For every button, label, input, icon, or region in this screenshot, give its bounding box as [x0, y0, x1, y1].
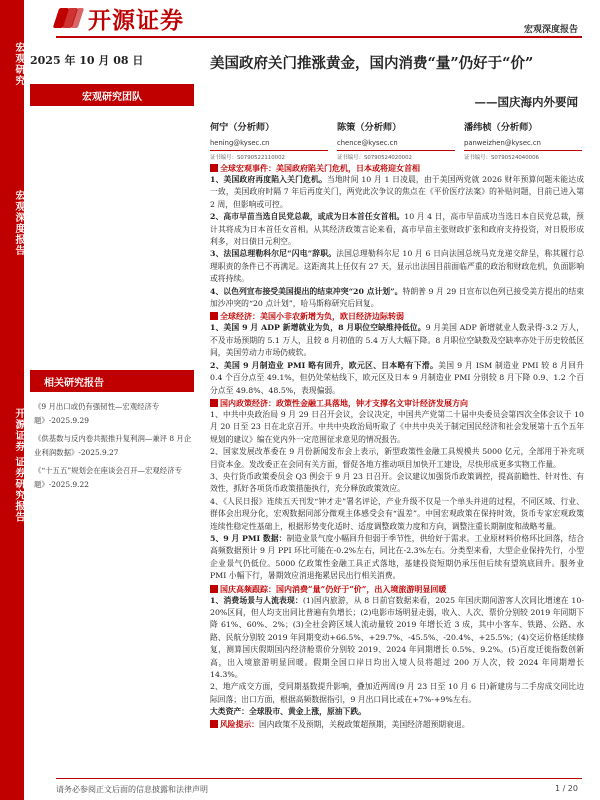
- strip-label-brand: 开源证券 证券研究报告: [13, 408, 24, 523]
- page-number: 1 / 20: [554, 784, 578, 793]
- related-reports-list: [34, 400, 194, 496]
- paragraph: 1、美国 9 月 ADP 新增就业为负，8 月职位空缺维持低位。9 月美国 ADP 新增就业人数录得-3.2 万人，不及市场预期的 5.1 万人，且较 8 月初值的 5.4 万人大幅下降。8 月职位空缺数及空缺率亦处于历史较低区间，美国劳动力市场仍疲软。: [210, 323, 584, 358]
- paragraph: 5、9 月 PMI 数据：制造业景气度小幅回升但弱于季节性，供给好于需求。工业原材料价格环比回落，结合高频数据预计 9 月 PPI 环比可能在-0.2%左右，同比在-2.3%左右。分类型来看，大型企业保持先行，小型企业景气仍低位。5000 亿政策性金融工具正式落地，基建投资短期仍承压但后续有望筑底回升。服务业 PMI 小幅下行，暑期效应消退拖累居民出行相关消费。: [210, 533, 584, 581]
- footer-disclaimer: 请务必参阅正文后面的信息披露和法律声明: [56, 785, 208, 794]
- author-email[interactable]: panweizhen@kysec.cn: [464, 139, 541, 147]
- paragraph: 2、国家发展改革委在 9 月份新闻发布会上表示，新型政策性金融工具规模共 5000 亿元，全部用于补充项目资本金。发改委正在会同有关方面，督促各地方推动项目加快开工建设，尽快形成更多实物工作量。: [210, 447, 584, 469]
- report-subtitle: ——国庆海内外要闻: [474, 95, 578, 109]
- author-list: [210, 120, 582, 164]
- brand-mark-icon: [56, 6, 82, 30]
- header-divider: [56, 36, 582, 38]
- square-bullet-icon: [210, 164, 218, 172]
- paragraph: 2、高市早苗当选自民党总裁，或成为日本首任女首相。10 月 4 日，高市早苗成功当选日本自民党总裁，预计其将成为日本首任女首相。从其经济政策言论来看，高市早苗主张财政扩张和政府支持投资，对日股形成利多，对日债日元利空。: [210, 212, 584, 247]
- author-card: [210, 120, 328, 164]
- author-card: [464, 120, 582, 164]
- paragraph: 1、中共中央政治局 9 月 29 日召开会议，会议决定，中国共产党第二十届中央委员会第四次全体会议于 10 月 20 日至 23 日在北京召开。中共中央政治局听取了《中共中央关于制定国民经济和社会发展第十五个五年规划的建议》编在党内外一定范围征求意见的情况报告。: [210, 409, 584, 444]
- author-email[interactable]: chence@kysec.cn: [337, 139, 398, 147]
- related-report-link[interactable]: 《9 月出口或仍有强韧性—宏观经济专题》-2025.9.29: [34, 402, 160, 425]
- author-name: 何宁（分析师）: [210, 122, 275, 133]
- author-cert: 证书编号：S0790524040006: [464, 150, 582, 164]
- paragraph: 1、消费场景与人流表现：(1)国内旅游，从 8 日前官数据来看，2025 年国庆期间游客人次同比增速在 10-20%区间，但人均支出同比普遍有负增长；(2)电影市场明显走弱，收入、人次、票价分别较 2019 年同期下降 61%、60%、2%；(3)全社会跨区域人流动量较 2019 年增长近 3 成，其中小客车、铁路、公路、水路、民航分别较 2019 年同期变动+66.5%、+29.7%、-45.5%、-20.4%、+25.5%；(4)交运价格延续修复，测算国庆假期国内经济舱票价分别较 2019、2024 年同期增长 0.5%、9.2%。(5)百度迁徙指数创新高，出入境旅游明显回暖。假期全国口岸日均出入境人员将超过 200 万人次，较 2024 年同期增长 14.3%。: [210, 595, 584, 680]
- paragraph: 3、法国总理勒科尔尼“闪电”辞职。法国总理勒科尔尼 10 月 6 日向法国总统马克龙递交辞呈，称其履行总理职责的条件已不再满足。这距离其上任仅有 27 天，显示出法国目前面临严重的政治和财政危机，负面影响或将持续。: [210, 249, 584, 284]
- square-bullet-icon: [210, 399, 218, 407]
- risk-note: 风险提示：国内政策不及预期，关税政策超预期，美国经济超预期衰退。: [210, 719, 584, 731]
- paragraph: 2、地产成交方面，受同期基数提升影响，叠加近两周(9 月 23 日至 10 月 6 日)新建房与二手房成交同比边际回落；出口方面，根据高频数据指引，9 月出口同比或在+7%-+9%左右。: [210, 682, 584, 704]
- left-color-strip: [0, 0, 24, 800]
- author-card: [337, 120, 455, 164]
- section-heading: 全球宏观事件：美国政府陷关门危机，日本或将迎女首相: [210, 162, 584, 174]
- related-report-link[interactable]: 《供基数与反内卷共振推升复利润—兼评 8 月企业利润数据》-2025.9.27: [34, 434, 192, 457]
- author-name: 潘纬桢（分析师）: [464, 122, 538, 133]
- strip-label-report-type: 宏观深度报告: [13, 190, 24, 256]
- author-cert: 证书编号：S0790524020002: [337, 150, 455, 164]
- section-heading: 国庆高频跟踪：国内消费“量”仍好于“价”，出入境旅游明显回暖: [210, 583, 584, 595]
- author-email[interactable]: hening@kysec.cn: [210, 139, 270, 147]
- paragraph: 3、央行货币政策委员会 Q3 例会于 9 月 23 日召开。会议建议加强货币政策调控，提高前瞻性、针对性、有效性，抓好各项货币政策措施执行，充分释放政策效应。: [210, 471, 584, 494]
- related-reports-banner: 相关研究报告: [30, 370, 194, 392]
- team-banner: 宏观研究团队: [30, 84, 194, 106]
- section-heading: 国内政策经济：政策性金融工具落地，钟才支撑名文审计经济发展方向: [210, 397, 584, 409]
- square-bullet-icon: [210, 585, 218, 593]
- paragraph: 2、美国 9 月制造业 PMI 略有回升，欧元区、日本略有下滑。美国 9 月 ISM 制造业 PMI 较 8 月回升 0.4 个百分点至 49.1%，但仍处荣枯线下，欧元区及日本 9 月制造业 PMI 分别较 8 月下降 0.9、1.2 个百分点至 49.8%、48.5%，表现偏弱。: [210, 360, 584, 395]
- paragraph: 4、《人民日报》连续五天刊发“钟才走”署名评论，产业升级不仅是一个单头并进的过程，不同区域、行业、群体会出现分化，宏观数据同部分微观主体感受会有“温差”。中国宏观政策在保持时效，货币专家宏观政策连续性稳定性基础上，根据形势变化适时、适度调整政策力度和方向，调整注重长期制度和战略考量。: [210, 496, 584, 531]
- footer-divider: [56, 778, 582, 779]
- report-type-label: 宏观深度报告: [523, 25, 578, 35]
- paragraph: 大类资产：全球股市、黄金上涨，原油下跌。: [210, 707, 366, 717]
- report-title: 美国政府关门推涨黄金，国内消费“量”仍好于“价”: [210, 55, 534, 72]
- author-cert: 证书编号：S0790522110002: [210, 150, 328, 164]
- related-report-link[interactable]: 《“十五五”规划会在座谈会召开—宏观经济专题》-2025.9.22: [34, 466, 182, 489]
- report-body: [210, 162, 584, 776]
- paragraph: 4、以色列宣布接受美国提出的结束冲突“20 点计划”。特朗普 9 月 29 日宣布以色列已接受美方提出的结束加沙冲突的“20 点计划”，哈马斯称研究后回复。: [210, 286, 584, 309]
- section-heading: 全球经济：美国小非农新增为负，欧日经济边际转弱: [210, 310, 584, 322]
- brand-logo: [56, 4, 184, 32]
- square-bullet-icon: [210, 720, 218, 728]
- strip-label-macro: 宏观研究: [13, 42, 24, 86]
- square-bullet-icon: [210, 312, 218, 320]
- paragraph: 1、美国政府再度陷入关门危机。当地时间 10 月 1 日凌晨，由于美国两党就 2026 财年预算问题未能达成一致，美国政府时隔 7 年后再度关门，两党此次争议的焦点在《平价医疗法案》的补贴问题，目前已进入第 2 周，但影响或可控。: [210, 175, 584, 209]
- report-date: 2025 年 10 月 08 日: [30, 54, 144, 67]
- author-name: 陈策（分析师）: [337, 122, 402, 133]
- brand-name: 开源证券: [88, 7, 184, 34]
